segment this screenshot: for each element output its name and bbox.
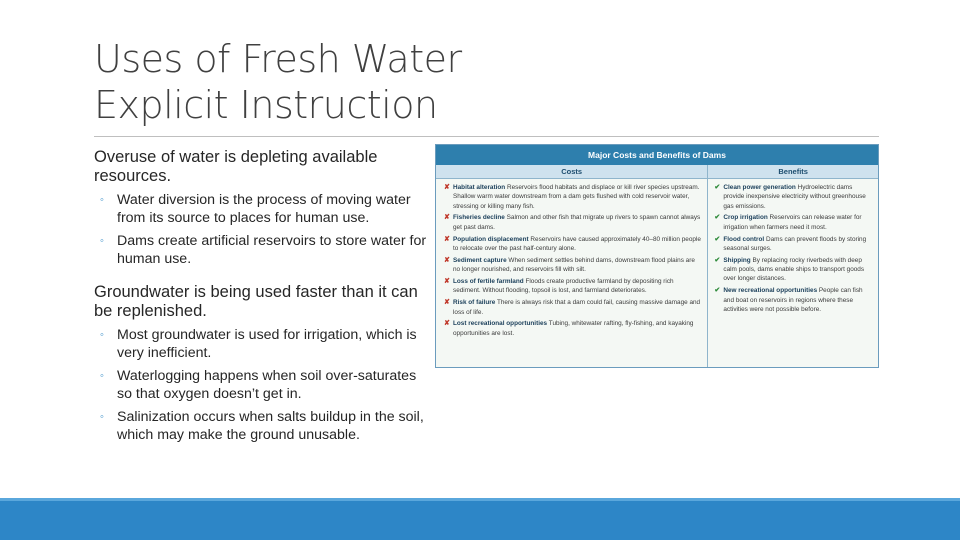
- check-mark-icon: ✔: [714, 256, 721, 264]
- subpoint-text: Most groundwater is used for irrigation, which is very inefficient.: [117, 327, 417, 361]
- benefit-term: Clean power generation: [723, 184, 796, 191]
- cost-text: Tubing, whitewater rafting, fly-fishing, and kayaking opportunities are lost.: [453, 320, 694, 337]
- subpoint-text: Dams create artificial reservoirs to store water for human use.: [117, 233, 427, 267]
- table-body: [436, 179, 878, 367]
- benefits-column: [708, 179, 878, 367]
- x-mark-icon: ✘: [444, 235, 450, 243]
- cost-entry: [444, 256, 701, 275]
- benefit-entry: [714, 235, 873, 254]
- cost-entry: [444, 235, 701, 254]
- benefit-entry: [714, 256, 873, 284]
- cost-entry: [444, 298, 701, 317]
- subpoint-list: [94, 327, 429, 444]
- x-mark-icon: ✘: [444, 299, 450, 307]
- subpoint-list: [94, 192, 429, 268]
- cost-text: Reservoirs flood habitats and displace or kill river species upstream. Shallow warm water downstream from a dam gets flushed with cold reservoir water, stressing or killing many fish.: [453, 184, 700, 210]
- benefit-term: Shipping: [723, 256, 751, 264]
- bullet-icon: ◦: [100, 329, 104, 341]
- cost-term: Lost recreational opportunities: [453, 320, 548, 328]
- benefit-entry: [714, 286, 873, 314]
- check-mark-icon: ✔: [714, 214, 721, 222]
- benefit-term: Crop irrigation: [723, 214, 768, 222]
- subpoint-text: Waterlogging happens when soil over-saturates so that oxygen doesn’t get in.: [117, 368, 417, 402]
- cost-term: Risk of failure: [453, 299, 496, 307]
- x-mark-icon: ✘: [444, 320, 450, 328]
- costs-column: [436, 179, 708, 367]
- benefit-text: Dams can prevent floods by storing seasonal surges.: [723, 235, 867, 252]
- check-mark-icon: ✔: [714, 287, 721, 295]
- benefit-text: Reservoirs can release water for irrigation when farmers need it most.: [723, 214, 862, 231]
- benefit-entry: [714, 213, 873, 232]
- benefit-text: Hydroelectric dams provide inexpensive electricity without greenhouse gas emissions.: [723, 184, 866, 210]
- x-mark-icon: ✘: [444, 184, 450, 191]
- benefit-term: Flood control: [723, 235, 765, 243]
- point-text: Overuse of water is depleting available resources.: [94, 148, 378, 185]
- cost-entry: [444, 183, 701, 211]
- bullet-icon: ◦: [100, 235, 104, 247]
- check-mark-icon: ✔: [714, 235, 721, 243]
- cost-term: Loss of fertile farmland: [453, 278, 524, 286]
- bullet-icon: ◦: [100, 411, 104, 423]
- x-mark-icon: ✘: [444, 214, 450, 222]
- cost-entry: [444, 213, 701, 232]
- subpoint: [94, 192, 429, 227]
- cost-entry: [444, 319, 701, 338]
- cost-term: Fisheries decline: [453, 214, 505, 222]
- cost-text: Reservoirs have caused approximately 40–80 million people to relocate over the past half-century alone.: [453, 235, 701, 252]
- benefit-text: People can fish and boat on reservoirs in regions where these activities were not possible before.: [723, 287, 863, 313]
- costs-header: Costs: [436, 165, 708, 178]
- bullet-icon: ◦: [100, 194, 104, 206]
- cost-entry: [444, 277, 701, 296]
- dams-costs-benefits-table: [435, 144, 879, 368]
- cost-text: Salmon and other fish that migrate up rivers to spawn cannot always get past dams.: [453, 214, 701, 231]
- x-mark-icon: ✘: [444, 256, 450, 264]
- benefits-header: Benefits: [778, 167, 808, 176]
- cost-term: Sediment capture: [453, 256, 507, 264]
- subpoint: [94, 368, 429, 403]
- bullet-icon: ◦: [100, 370, 104, 382]
- slide-title: [94, 36, 614, 128]
- cost-text: When sediment settles behind dams, downstream flood plains are no longer nourished, and reservoirs fill with silt.: [453, 256, 695, 274]
- cost-text: There is always risk that a dam could fail, causing massive damage and loss of life.: [453, 299, 701, 316]
- title-divider: [94, 136, 879, 137]
- benefit-entry: [714, 183, 873, 211]
- point-text: Groundwater is being used faster than it can be replenished.: [94, 283, 418, 320]
- benefit-term: New recreational opportunities: [723, 287, 818, 295]
- title-line-2: Explicit Instruction: [94, 83, 438, 127]
- x-mark-icon: ✘: [444, 278, 450, 286]
- subpoint-text: Salinization occurs when salts buildup in the soil, which may make the ground unusable.: [117, 409, 424, 443]
- subpoint-text: Water diversion is the process of moving water from its source to places for human use.: [117, 192, 411, 226]
- title-line-1: Uses of Fresh Water: [94, 37, 462, 81]
- slide-body: [94, 148, 429, 450]
- table-column-headers: [436, 165, 878, 179]
- cost-term: Habitat alteration: [453, 184, 506, 191]
- cost-text: Floods create productive farmland by depositing rich sediment. Without flooding, topsoil is lost, and farmland deteriorates.: [453, 278, 674, 295]
- table-title: Major Costs and Benefits of Dams: [436, 145, 878, 165]
- subpoint: [94, 409, 429, 444]
- subpoint: [94, 233, 429, 268]
- footer-bar: [0, 498, 960, 540]
- subpoint: [94, 327, 429, 362]
- benefit-text: By replacing rocky riverbeds with deep calm pools, dams enable ships to transport goods over longer distances.: [723, 256, 865, 283]
- check-mark-icon: ✔: [714, 184, 721, 191]
- cost-term: Population displacement: [453, 235, 529, 243]
